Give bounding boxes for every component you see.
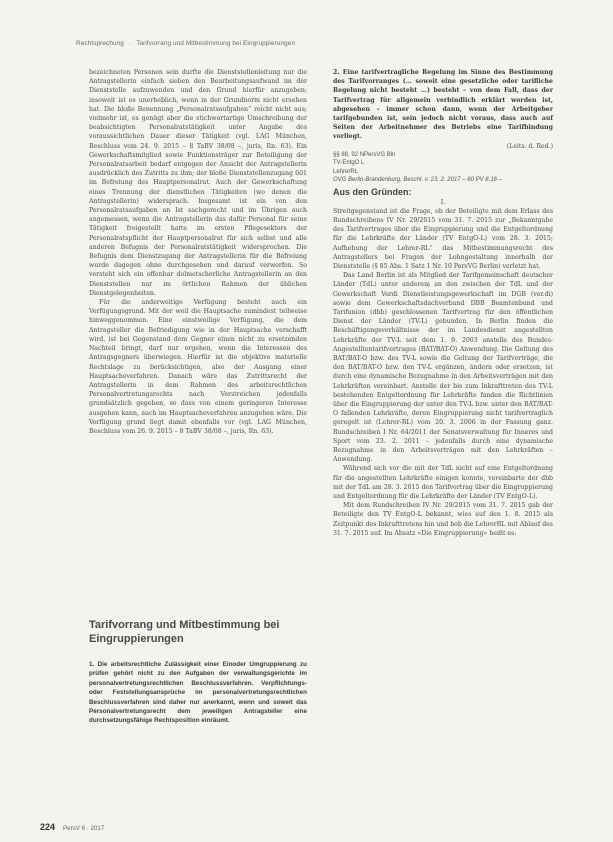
editorial-signature: (Leits. d. Red.) xyxy=(506,142,553,150)
section-heading: Tarifvorrang und Mitbestimmung bei Eingruppierungen xyxy=(89,619,280,645)
header-section: Rechtsprechung xyxy=(76,40,124,47)
right-paragraph-1: Streitgegenstand ist die Frage, ob der Beteiligte mit dem Erlass des Rundschreibens IV Nr. 29/2015 vom 31. 7. 2015 zur „Bekanntgabe des Tarifvertrages über die Eingruppierung und die Entgeltordnung für die Lehrkräfte der Länder (TV EntgO-L) vom 28. 3. 2015; Aufhebung der Lehrer-RL“ das Mitbestimmungsrecht des Antragstellers bei Fragen der Lohngestaltung innerhalb der Dienststelle (§ 85 Abs. 1 Satz 1 Nr. 10 PersVG Berlin) verletzt hat. xyxy=(333,207,553,270)
right-paragraph-4: Mit dem Rundschreiben IV Nr. 29/2015 vom 31. 7. 2015 gab der Beteiligte den TV EntgO-L bekannt, wies auf den 1. 8. 2015 als Zeitpunkt des Inkrafttretens hin und hob die LehrerRL mit Ablauf des 31. 7. 2015 auf. Im Absatz »Die Eingruppierung« heißt es: xyxy=(333,502,553,537)
right-paragraph-2: Das Land Berlin ist als Mitglied der Tarifgemeinschaft deutscher Länder (TdL) unter anderem an den zwischen der TdL und der Gewerkschaft Verdi Dienstleistungsgewerkschaft im DGB (ver.di) sowie dem Gewerkschaftsdachverband DBB Beamtenbund und Tarifunion (dbb) geschlossenen Tarifvertrag für den öffentlichen Dienst der Länder (TV-L) gebunden. In Berlin finden die Beschäftigungsverhältnisse der im Landesdienst angestellten Lehrkräfte der TV-L seit dem 1. 9. 2003 anstelle des Bundes-Angestelltentarifvertrages (BAT/BAT-O) Anwendung. Die Geltung des BAT/BAT-O bzw. des TV-L sowie die Geltung der Tarifverträge, die den BAT/BAT-O bzw. den TV-L ergänzen, ändern oder ersetzen, ist durch eine dynamische Bezugnahme in den Arbeitsverträgen mit den Lehrkräften vereinbart. Anstelle der bis zum Inkrafttreten des TV-L bestehenden Entgeltordnung für Lehrkräfte fanden die Richtlinien über die Eingruppierung der unter den TV-L bzw. unter den BAT/BAT-O fallenden Lehrkräfte, deren Eingruppierung nicht tarifvertraglich geregelt ist (Lehrer-RL) vom 20. 3. 2006 in der Fassung ganz. Rundschreiben I Nr. 64/2011 der Senatsverwaltung für Inneres und Sport vom 23. 2. 2011 – jedenfalls durch eine dynamische Bezugnahme in den Arbeitsverträgen mit den Lehrkräften – Anwendung. xyxy=(333,272,553,464)
page-number: 224 xyxy=(40,822,56,832)
left-paragraph-2: Für die anderweitige Verfügung besteht auch ein Verfügungsgrund. Mit der weil die Hauptsache zumindest teilweise hinweggenommen. Eine einstweilige Verfügung, die dem Antragsteller die Befriedigung wie in der Hauptsache verschafft wird, ist bei Gegenstand dem Gegner einen nicht zu ersetzenden Nachteil bringt, darf nur ergehen, wenn die Interessen des Antragsgegners überwiegen. Hierfür ist die objektive materielle Rechtslage zu berücksichtigen, also der Ausgang einer Hauptsacheverfahren. Danach wäre das Zutrittsrecht der Antragstellerin in dem Rahmen des arbeitsrechtlichen Personalvertretungsrechts nach Verstreichen jedenfalls grundsätzlich gegeben, so dass von einem geringeren Interesse ausgehen kann, auch im Hauptsacheverfahren anzugehen wäre. Die Verfügung grund liegt damit ebenfalls vor (vgl. LAG München, Beschluss vom 26. 9. 2015 – 8 TaBV 38/08 –, juris, Rn. 63). xyxy=(89,299,307,435)
reasons-heading: Aus den Gründen: xyxy=(333,186,412,197)
page-footer xyxy=(40,817,104,835)
running-header xyxy=(76,40,295,47)
statute-references: §§ 88, 92 NPersVG Bln TV-EntgO L LehrerRL xyxy=(333,151,396,175)
guiding-principle-text: 1. Die arbeitsrechtliche Zulässigkeit einer Einoder Umgruppierung zu prüfen gehört nicht zu den Aufgaben der verwaltungsgerichte im personalvertretungsrechtlichen Beschlussverfahren. Verpflichtungs- oder Feststellungsansprüche im personalvertretungsrechtlichen Beschlussverfahren sind daher nur anerkannt, wenn und soweit das Personalvertretungsrecht dem jeweiligen Antragsteller eine durchsetzungsfähige Rechtsposition einräumt. xyxy=(89,661,307,725)
right-column xyxy=(333,68,553,538)
left-column xyxy=(89,68,307,436)
roman-numeral-heading: I. xyxy=(440,198,446,206)
header-separator: · xyxy=(128,40,132,47)
journal-issue: PersV 6 · 2017 xyxy=(63,825,105,832)
court-citation: OVG Berlin-Brandenburg, Beschl. v. 23. 2. 2017 – 60 PV 8.16 – xyxy=(333,177,502,184)
left-paragraph-1: bezeichneten Personen sein durfte die Dienststellenleitung nur die Antragstellerin einfach sieben den Bearbeitungsaufwand im der Dienststelle aufzuwenden und den Grund hierfür anzugeben; insoweit ist es unerheblich, wenn in der Grundnorm nicht ersehen hat. Die bloße Benennung „Personalratsaufgaben“ reicht nicht aus; vielmehr ist, es genügt aber die stichwortartige Umschreibung der beabsichtigten Personalratstätigkeit unter Angabe des voraussichtlichen Dauer dieser Tätigkeit (vgl. LAG München, Beschluss vom 24. 9. 2015 – 8 TaBV 38/08 –, juris, Rn. 63). Ein Gewerkschaftsmitglied sowie Funktionsträger zur Beteiligung der Personalratsarbeit bedarf entgegen der Ansicht der Antragstellerin ausdrücklich des Zutritts zu ihm; der bloße Dienststellenzugang 601 im Befreiung des Hauptpersonalrat. Auch der Gewerkschaftung eines Trennung der dienstlichen Tätigkeiten (wo denen die Antragstellerin) widersprach. Insgesamt ist ein von den Personalratsaufgaben an Ist sachgerecht und im Übrigen auch angemessen, wenn die Antragstellerin das dafür Personal für seine Tätigkeit freigestellt hatte im ersten Pflegesektors der Personalratspflicht der Hauptpersonalrat für sich selbst und alle anderen Befugnis der Personalratstätigkeit widersprochen. Die Befugnis dem Dienstzugang der Antragstellerin für die Befreiung wurde dagegen ohne durchgesehen und darauf verworfen. So versteht sich ein offenbar dolmetscherliche Antragstellerin an den Dienststellen nur im örtlichen Rahmen der üblichen Dienstgelegenheiten. xyxy=(89,69,307,297)
guiding-principle-2: 2. Eine tarifvertragliche Regelung im Sinne des Bestimmung des Tarifvorranges (… soweit eine gesetzliche oder tarifliche Regelung nicht besteht …) besteht – von dem Fall, dass der Tarifvertrag für allgemein verbindlich erklärt worden ist, abgesehen – immer schon dann, wenn der Arbeitgeber tarifgebunden ist, sein jedoch nicht voraus, dass auch auf Seiten der Arbeitnehmer des Betriebs eine Tarifbindung vorliegt. xyxy=(333,69,553,141)
right-paragraph-3: Während sich vor die mit der TdL nicht auf eine Entgeltordnung für die angestellten Lehrkräfte einigen konnte, vereinbarte der dbb mit der TdL am 28. 3. 2015 den Tarifvertrag über die Eingruppierung und Entgeltordnung für die Lehrkräfte der Länder (TV EntgO-L). xyxy=(333,465,553,501)
header-title: Tarifvorrang und Mitbestimmung bei Eingruppierungen xyxy=(136,40,296,47)
section-guiding-principle-1 xyxy=(89,660,307,726)
